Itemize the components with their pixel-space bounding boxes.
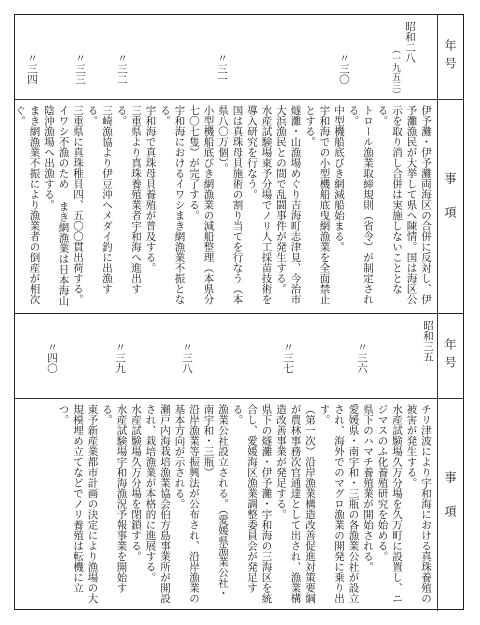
entry-text: 漁業公社設立される。（愛媛県漁業公社・南宇和・三瓶） (202, 404, 229, 599)
entry-text: 沿岸漁業等振興法が公布され、沿岸漁業の基本方向が示される。 (173, 404, 200, 604)
entry-text: 三重県に真珠稚貝四、五〇〇貫出荷する。 (72, 105, 84, 305)
entry-text: 水産試験場東予分場でノリ人工採苗技術を導入研究を行なう。 (246, 105, 273, 305)
header-column (437, 314, 463, 611)
header-year-label: 年号 (438, 15, 463, 100)
entry-text: 愛媛県・南宇和・三瓶の各漁業公社が設立され、海外でのマグロ漁業の開発に乗り出す。 (318, 404, 360, 604)
entry-text: チリ津波により宇和海における真珠養殖の被害が発生する。 (405, 404, 432, 604)
header-item-label: 事項 (443, 172, 457, 240)
year-label: 〃三四 (26, 53, 38, 85)
header-year-label: 年号 (438, 314, 463, 399)
year-label: 〃三六 (356, 342, 368, 374)
entry-list (56, 404, 433, 604)
header-item-label: 事項 (443, 470, 457, 539)
entry-text: 伊予灘・伊予灘両海区の合併に反対し、伊予灘漁民が大挙して県へ陳情。国は海区公示を取り消し合併は実施しないこととなる。 (376, 105, 432, 305)
table-lower-half (15, 314, 463, 611)
year-label: 〃三一 (216, 53, 228, 85)
year-label: （一九五三） (390, 45, 400, 99)
entry-text: 三重県より真珠養殖業者宇和海へ進出する。 (115, 105, 142, 294)
entry-text: 水産試験場久万分場を久万町に設置し、ニジマスのふ化養殖研究を始める。 (376, 404, 403, 604)
entries-area (15, 398, 437, 611)
entry-text: 水産試験場久万分場を閉鎖する。 (130, 404, 142, 562)
year-label: 〃三三 (74, 53, 86, 85)
entry-text: 水産試験場宇和海漁況予報事業を開始する。 (101, 404, 128, 593)
entry-text: 県下のハマチ養殖業が開始される。 (362, 404, 374, 572)
entry-text: 中型機船底びき網減船始まる。 (333, 105, 345, 252)
table-upper-half (15, 15, 463, 314)
entry-text: 小型機船底びき網漁業の減船整理（本県分七〇七隻）が完了する。 (188, 105, 215, 305)
year-label: 〃四〇 (46, 342, 58, 374)
year-label: 〃三〇 (338, 53, 350, 85)
year-label: 〃三七 (282, 342, 294, 374)
entry-text: 県下の燧灘・伊予灘・宇和海の三海区を統合し、愛媛海区漁業調整委員会が発足する。 (231, 404, 273, 604)
header-column (437, 15, 463, 313)
year-label: 昭和二八 (404, 21, 416, 63)
year-row (15, 314, 437, 399)
year-label: 昭和三五 (422, 320, 434, 362)
year-label: 〃三二 (116, 53, 128, 85)
entry-text: （第一次）沿岸漁業構造改善促進対策要綱が農林事務次官通達として出され、漁業構造改善事業が発足する。 (275, 404, 316, 604)
entry-text: 瀬戸内海栽培漁業協会伯方島事業所が開設され、栽培漁業が本格的に進展する。 (144, 404, 171, 604)
entry-text: 宇和海におけるイワシまき網漁業不振となる。 (159, 105, 186, 305)
entry-text: まき網漁業不振により漁業者の倒産が相次ぐ。 (14, 105, 41, 305)
entry-text: 国は真珠母貝施術の割り当てを行なう（本県八〇万個）。 (217, 105, 244, 305)
entry-text: 東予新産業都市計画の決定により漁場の大規模埋め立てなどでノリ養殖は転機に立つ。 (57, 404, 99, 604)
entry-text: トロール漁業取締規則（省令）が制定される。 (347, 105, 374, 305)
entry-text: イワシ不漁のため まき網漁業は日本海山陰沖漁場へ出漁する。 (43, 105, 70, 306)
year-label: 〃三九 (114, 342, 126, 374)
chronology-table (14, 14, 464, 610)
entry-text: 宇和海での小型機船底曳網漁業を全面禁止とする。 (304, 105, 331, 305)
entry-text: 宇和海で真珠母貝養殖が普及する。 (144, 105, 157, 273)
entries-area (15, 99, 437, 313)
entry-text: 燧灘・山漁場めぐり吉海町志津見、今治市大浜漁民との間で乱闘事件が発生する。 (275, 105, 302, 305)
entry-list (13, 105, 434, 310)
entry-text: 三崎漁協より伊豆沖へメダイ釣に出漁する。 (86, 105, 113, 294)
year-row (15, 15, 437, 100)
year-label: 〃三八 (181, 342, 193, 374)
